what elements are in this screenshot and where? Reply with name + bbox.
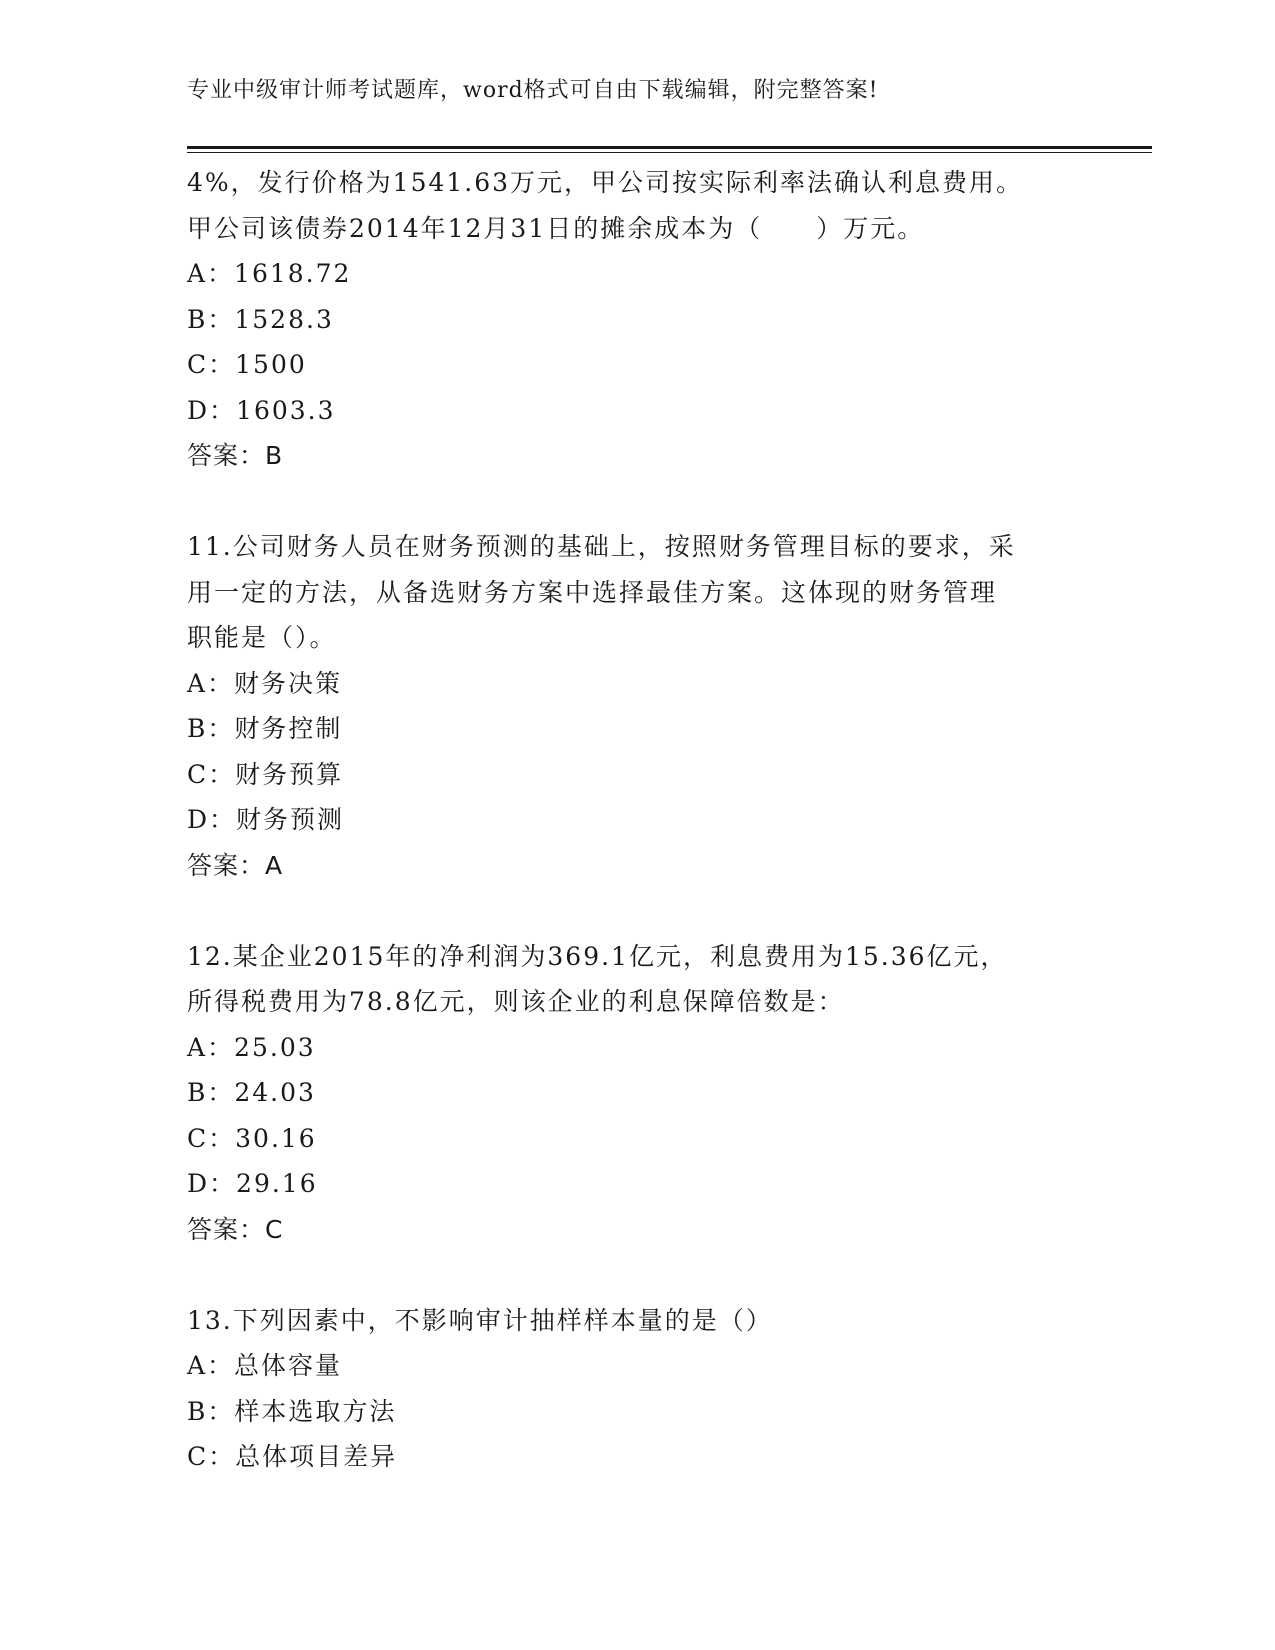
option-d: D：29.16 [187,1169,318,1198]
question-stem-line: 用一定的方法，从备选财务方案中选择最佳方案。这体现的财务管理 [187,577,998,607]
option-a: A：1618.72 [187,259,352,288]
option-a: A：总体容量 [187,1351,343,1380]
question-13 [187,1298,1087,1480]
question-11 [187,524,1087,888]
option-b: B：财务控制 [187,714,343,743]
answer: 答案：C [187,1214,284,1244]
option-b: B：样本选取方法 [187,1396,397,1426]
option-c: C：总体项目差异 [187,1442,398,1471]
option-a: A：财务决策 [187,668,343,698]
question-12 [187,934,1087,1253]
question-stem-line: 4%，发行价格为1541.63万元，甲公司按实际利率法确认利息费用。 [187,168,1024,197]
answer: 答案：A [187,850,284,880]
option-c: C：1500 [187,350,307,379]
spacer [187,1252,1087,1298]
option-b: B：24.03 [187,1078,316,1107]
question-stem-line: 11.公司财务人员在财务预测的基础上，按照财务管理目标的要求，采 [187,532,1016,561]
header-rule-thin [187,152,1152,153]
header-rule-thick [187,146,1152,149]
option-b: B：1528.3 [187,304,334,334]
question-10 [187,160,1087,479]
spacer [187,888,1087,934]
option-c: C：30.16 [187,1123,317,1153]
document-body [187,160,1087,1480]
option-c: C：财务预算 [187,759,344,789]
question-stem-line: 13.下列因素中，不影响审计抽样样本量的是（） [187,1305,773,1335]
option-a: A：25.03 [187,1032,316,1062]
option-d: D：1603.3 [187,395,336,425]
question-stem-line: 所得税费用为78.8亿元，则该企业的利息保障倍数是： [187,987,845,1016]
question-stem-line: 职能是（）。 [187,623,337,652]
option-d: D：财务预测 [187,805,345,834]
question-stem-line: 12.某企业2015年的净利润为369.1亿元，利息费用为15.36亿元， [187,941,1008,971]
page-header: 专业中级审计师考试题库，word格式可自由下载编辑，附完整答案! [187,78,879,103]
question-stem-line: 甲公司该债券2014年12月31日的摊余成本为（ ）万元。 [187,213,925,243]
answer: 答案：B [187,441,284,470]
spacer [187,479,1087,525]
